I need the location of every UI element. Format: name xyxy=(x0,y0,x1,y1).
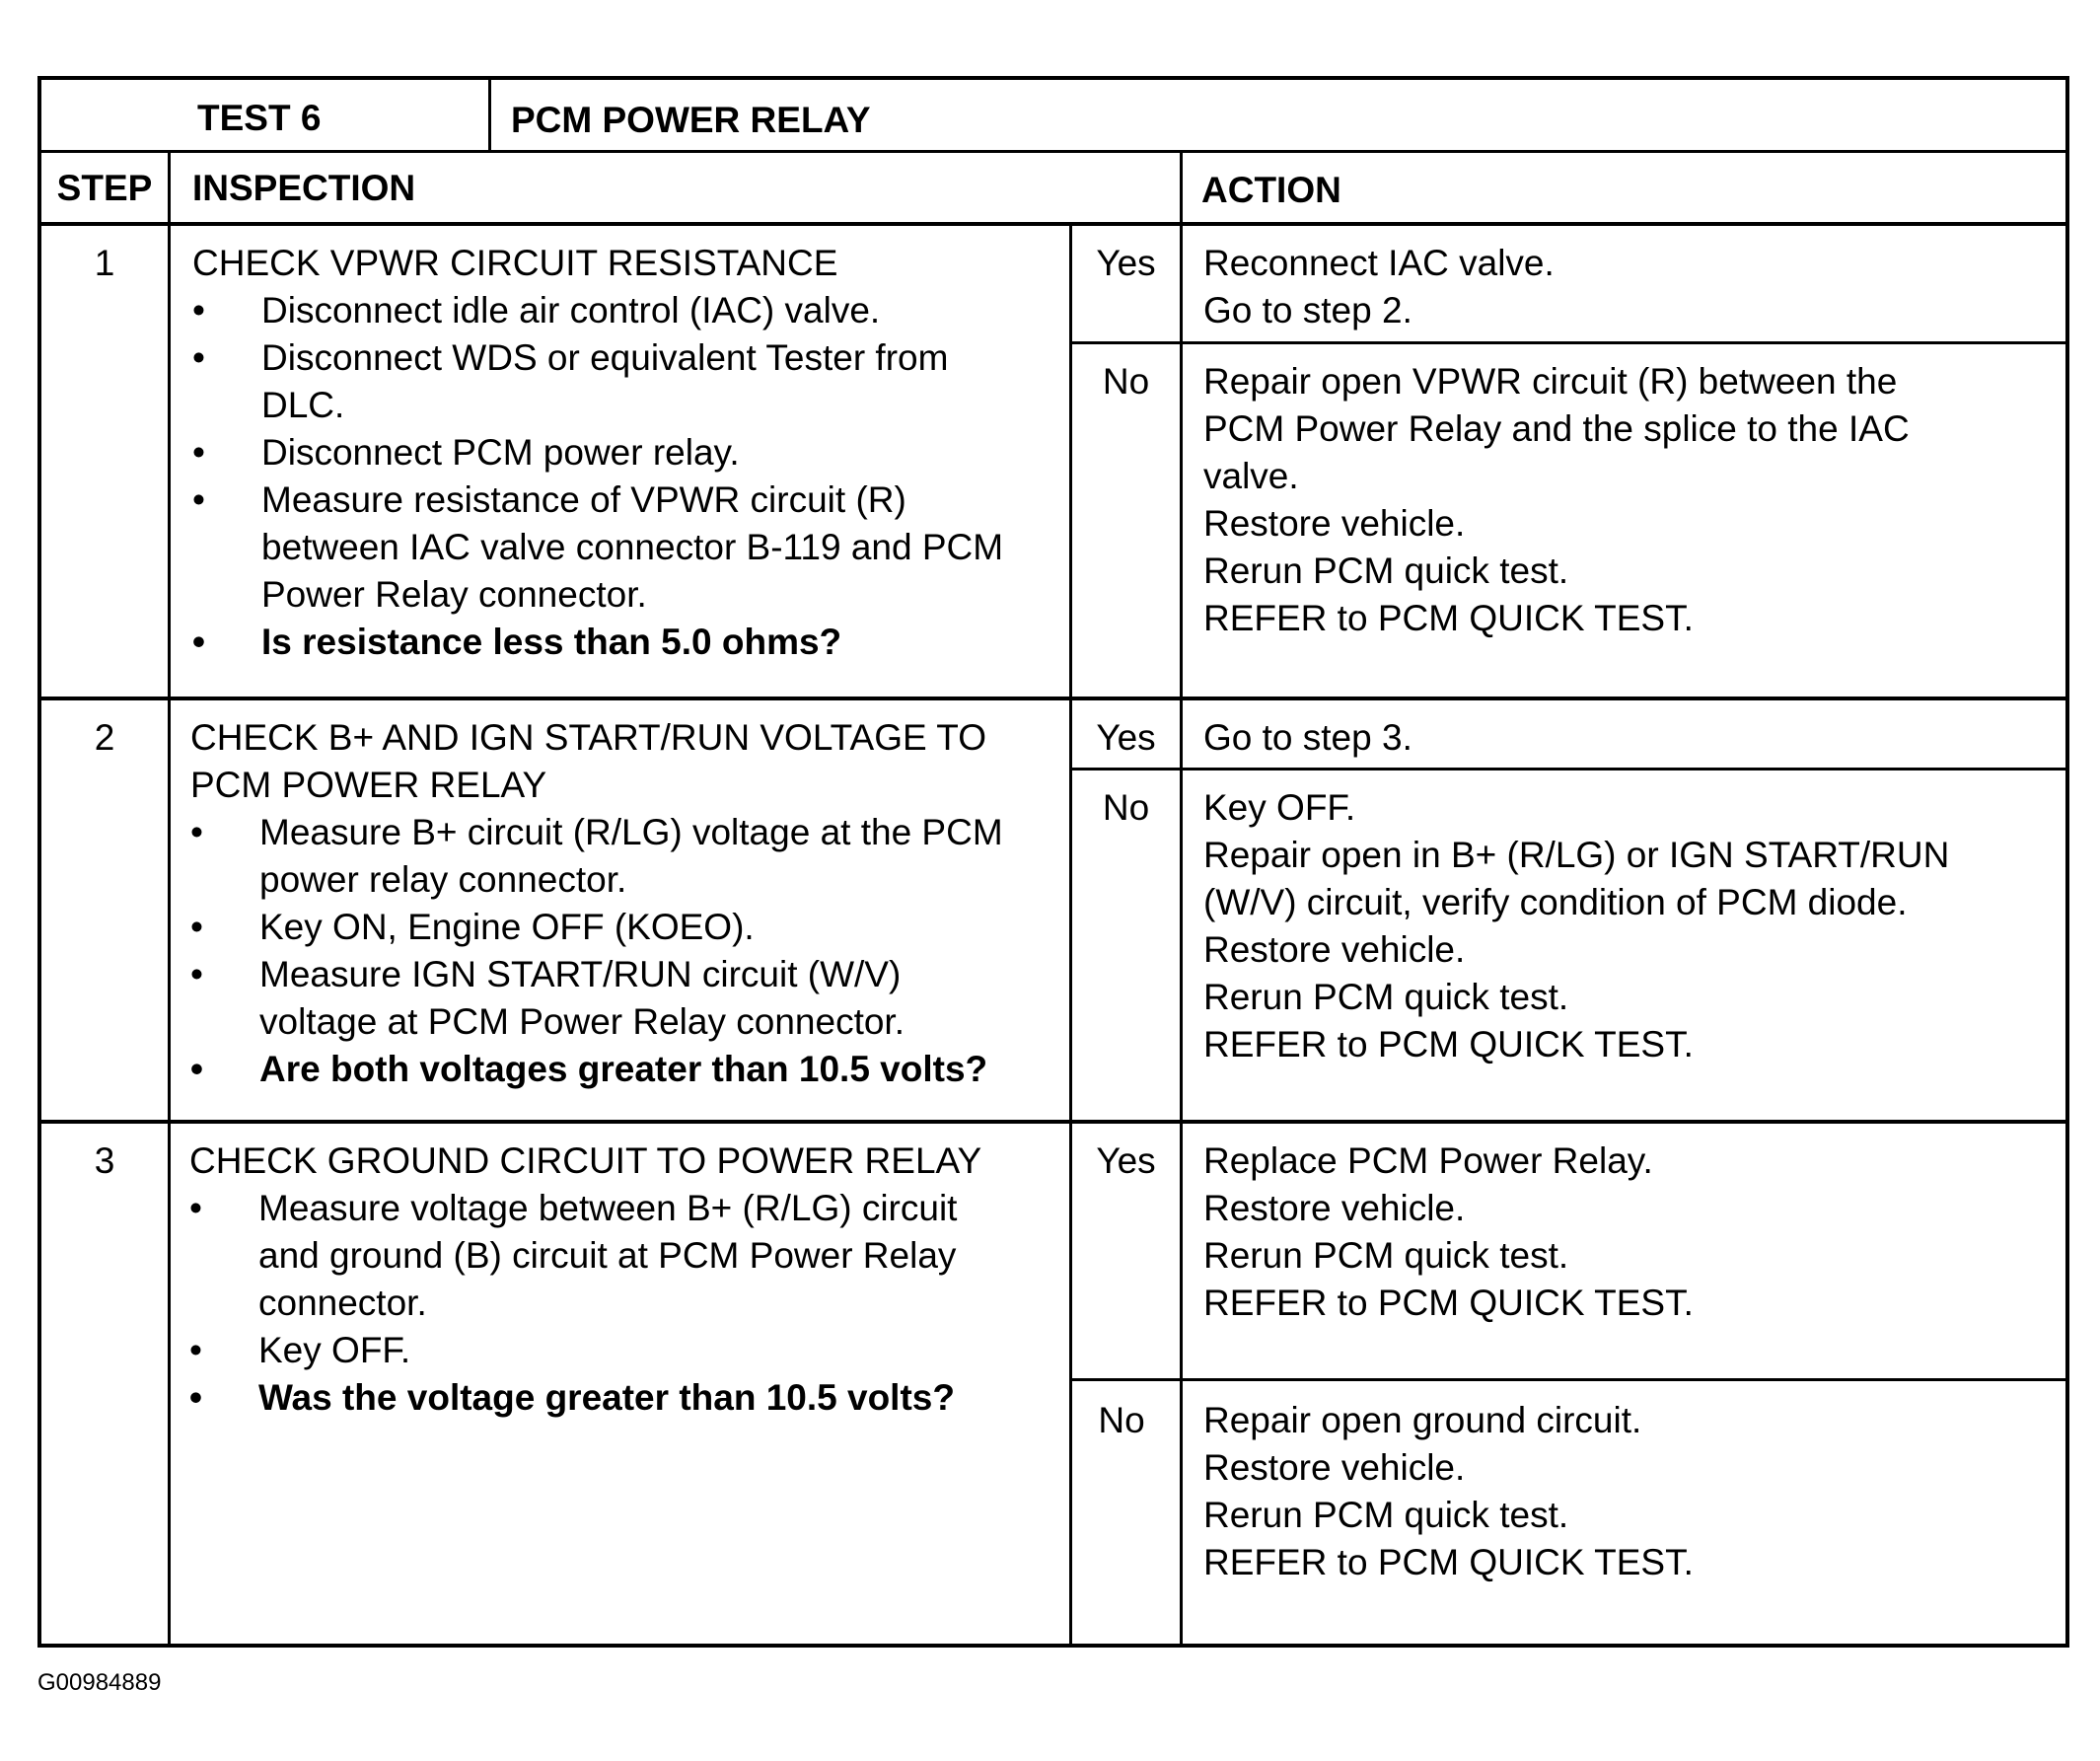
inspection-question: • Was the voltage greater than 10.5 volts? xyxy=(189,1374,981,1422)
no-action-step-2: Key OFF. Repair open in B+ (R/LG) or IGN START/RUN (W/V) circuit, verify condition of PCM diode. Restore vehicle. Rerun PCM quick test. REFER to PCM QUICK TEST. xyxy=(1203,787,1950,1064)
column-header-inspection: INSPECTION xyxy=(192,168,416,208)
inspection-bullet: • Key OFF. xyxy=(189,1327,981,1374)
inspection-bullet: • Key ON, Engine OFF (KOEO). xyxy=(190,904,1003,951)
inspection-bullet: • Disconnect idle air control (IAC) valve. xyxy=(192,287,1003,334)
step-number: 3 xyxy=(94,1140,115,1181)
rule-step1-yes-no xyxy=(1069,341,2069,344)
rule-step-column xyxy=(168,150,171,1648)
inspection-step-1 xyxy=(192,240,1003,666)
yes-action-step-1: Reconnect IAC valve. Go to step 2. xyxy=(1203,243,1555,330)
yes-label: Yes xyxy=(1096,1140,1156,1181)
inspection-question: • Are both voltages greater than 10.5 volts? xyxy=(190,1046,1003,1093)
inspection-heading: CHECK B+ AND IGN START/RUN VOLTAGE TO PCM POWER RELAY xyxy=(190,717,986,805)
rule-step2-bottom xyxy=(37,1120,2069,1124)
inspection-step-3 xyxy=(189,1137,981,1422)
column-header-step: STEP xyxy=(56,168,153,208)
inspection-bullet: • Measure voltage between B+ (R/LG) circuit and ground (B) circuit at PCM Power Relay connector. xyxy=(189,1185,981,1327)
rule-header-bottom xyxy=(37,150,2069,153)
yes-action-step-3: Replace PCM Power Relay. Restore vehicle. Rerun PCM quick test. REFER to PCM QUICK TEST. xyxy=(1203,1140,1694,1323)
inspection-bullet: • Disconnect PCM power relay. xyxy=(192,429,1003,477)
rule-step1-bottom xyxy=(37,697,2069,700)
inspection-bullet: • Measure IGN START/RUN circuit (W/V) voltage at PCM Power Relay connector. xyxy=(190,951,1003,1046)
inspection-heading: CHECK VPWR CIRCUIT RESISTANCE xyxy=(192,243,838,283)
no-action-step-1: Repair open VPWR circuit (R) between the PCM Power Relay and the splice to the IAC valve. Restore vehicle. Rerun PCM quick test. REFER to PCM QUICK TEST. xyxy=(1203,361,1910,638)
no-label: No xyxy=(1102,787,1150,828)
yes-action-step-2: Go to step 3. xyxy=(1203,717,1412,758)
figure-id: G00984889 xyxy=(37,1669,162,1696)
step-number: 2 xyxy=(94,717,115,758)
step-number: 1 xyxy=(94,243,115,283)
rule-step2-yes-no xyxy=(1069,768,2069,770)
rule-step3-yes-no xyxy=(1069,1378,2069,1381)
inspection-bullet: • Measure B+ circuit (R/LG) voltage at the PCM power relay connector. xyxy=(190,809,1003,904)
rule-action-column xyxy=(1180,150,1183,1648)
no-action-step-3: Repair open ground circuit. Restore vehicle. Rerun PCM quick test. REFER to PCM QUICK TEST. xyxy=(1203,1400,1694,1582)
inspection-bullet: • Disconnect WDS or equivalent Tester from DLC. xyxy=(192,334,1003,429)
column-header-action: ACTION xyxy=(1201,170,1341,210)
yes-label: Yes xyxy=(1096,717,1156,758)
test-title: PCM POWER RELAY xyxy=(511,100,871,140)
inspection-step-2 xyxy=(190,714,1003,1093)
rule-columns-bottom xyxy=(37,222,2069,226)
inspection-question: • Is resistance less than 5.0 ohms? xyxy=(192,619,1003,666)
yes-label: Yes xyxy=(1096,243,1156,283)
inspection-bullet: • Measure resistance of VPWR circuit (R) between IAC valve connector B-119 and PCM Power Relay connector. xyxy=(192,477,1003,619)
no-label: No xyxy=(1098,1400,1145,1440)
no-label: No xyxy=(1102,361,1150,402)
rule-test-title-divider xyxy=(488,76,491,152)
inspection-heading: CHECK GROUND CIRCUIT TO POWER RELAY xyxy=(189,1140,982,1181)
test-number: TEST 6 xyxy=(197,98,322,138)
